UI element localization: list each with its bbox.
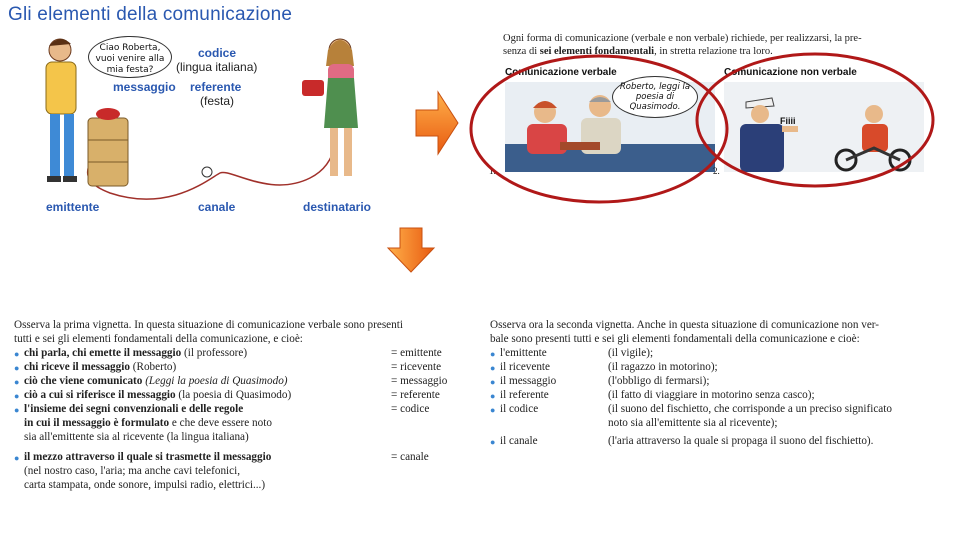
list-item: ● il referente (il fatto di viaggiare in motorino senza casco);: [490, 389, 815, 401]
boy-figure: [46, 39, 77, 182]
top-intro-line1: Ogni forma di comunicazione (verbale e non verbale) richiede, per realizzarsi, la pre-: [503, 33, 862, 44]
down-arrow-icon: [386, 226, 436, 274]
label-codice-sub: (lingua italiana): [176, 60, 258, 74]
girl-figure: [324, 39, 358, 176]
speech-bubble: Ciao Roberta, vuoi venire alla mia festa?: [88, 36, 172, 78]
list-item: ● il messaggio (l'obbligo di fermarsi);: [490, 375, 710, 387]
label-emittente: emittente: [46, 200, 100, 214]
list-item: ● il canale (l'aria attraverso la quale si propaga il suono del fischietto).: [490, 435, 874, 447]
label-referente-sub: (festa): [200, 94, 235, 108]
list-item: ● chi riceve il messaggio (Roberto) = ricevente: [14, 361, 442, 373]
label-codice: codice: [198, 46, 237, 60]
label-verbal-communication: Comunicazione verbale: [505, 67, 617, 78]
label-messaggio: messaggio: [113, 80, 176, 94]
label-nonverbal-communication: Comunicazione non verbale: [724, 67, 857, 78]
whistle-sound: Fiiii: [780, 116, 796, 126]
list-item: ● l'emittente (il vigile);: [490, 347, 654, 359]
vignette-number-2: 2.: [713, 166, 720, 176]
label-destinatario: destinatario: [303, 200, 372, 214]
left-intro-line1: Osserva la prima vignetta. In questa situazione di comunicazione verbale sono presenti: [14, 319, 403, 331]
highlight-circles: [458, 52, 938, 212]
list-item: ● l'insieme dei segni convenzionali e delle regole = codice: [14, 403, 430, 415]
left-intro-line2: tutti e sei gli elementi fondamentali della comunicazione, e cioè:: [14, 333, 303, 345]
label-referente: referente: [190, 80, 242, 94]
page-title: Gli elementi della comunicazione: [8, 4, 293, 25]
vignette-number-1: 1.: [489, 166, 496, 176]
speech-bubble-professor: Roberto, leggi la poesia di Quasimodo.: [612, 76, 698, 118]
right-arrow-icon: [414, 90, 460, 156]
label-canale: canale: [198, 200, 236, 214]
list-item: ● il mezzo attraverso il quale si trasmette il messaggio = canale: [14, 451, 429, 463]
list-item: ● il ricevente (il ragazzo in motorino);: [490, 361, 718, 373]
right-intro-line1: Osserva ora la seconda vignetta. Anche in questa situazione di comunicazione non ver-: [490, 319, 880, 331]
top-intro-line2: senza di sei elementi fondamentali, in stretta relazione tra loro.: [503, 46, 773, 57]
right-intro-line2: bale sono presenti tutti e sei gli elementi fondamentali della comunicazione e cioè:: [490, 333, 860, 345]
list-item: ● il codice (il suono del fischietto, che corrisponde a un preciso significato: [490, 403, 892, 415]
list-item: ● ciò che viene comunicato (Leggi la poesia di Quasimodo) = messaggio: [14, 375, 448, 387]
left-explanation: Osserva la prima vignetta. In questa situazione di comunicazione verbale sono presenti tutti e sei gli elementi fondamentali della comunicazione, e cioè: ● chi parla, chi emette il messaggio (il professore) = emittente ● chi riceve il messaggio (Roberto) = ricevente ● ciò che viene comunicato (Leggi la poesia di Quasimodo) = messaggio ● ciò a cui si riferisce il messaggio (la poesia di Quasimodo) = referente ● l'insieme dei segni convenzionali e delle regole = codice in cui il messaggio è formulato e che deve essere noto sia all'emittente sia al ricevente (la lingua italiana) ● il mezzo attraverso il quale si trasmette il messaggio = canale (nel nostro caso, l'aria; ma anche cavi telefonici, carta stampata, onde sonore, impulsi radio, elettrici...): [14, 318, 464, 492]
list-item: ● chi parla, chi emette il messaggio (il professore) = emittente: [14, 347, 442, 359]
right-explanation: Osserva ora la seconda vignetta. Anche in questa situazione di comunicazione non ver- bale sono presenti tutti e sei gli elementi fondamentali della comunicazione e cioè: ● l'emittente (il vigile); ● il ricevente (il ragazzo in motorino); ● il messaggio (l'obbligo di fermarsi); ● il referente (il fatto di viaggiare in motorino senza casco); ● il codice (il suono del fischietto, che corrisponde a un preciso significato noto sia all'emittente sia al ricevente); ● il canale (l'aria attraverso la quale si propaga il suono del fischietto).: [490, 318, 950, 448]
list-item: ● ciò a cui si riferisce il messaggio (la poesia di Quasimodo) = referente: [14, 389, 440, 401]
